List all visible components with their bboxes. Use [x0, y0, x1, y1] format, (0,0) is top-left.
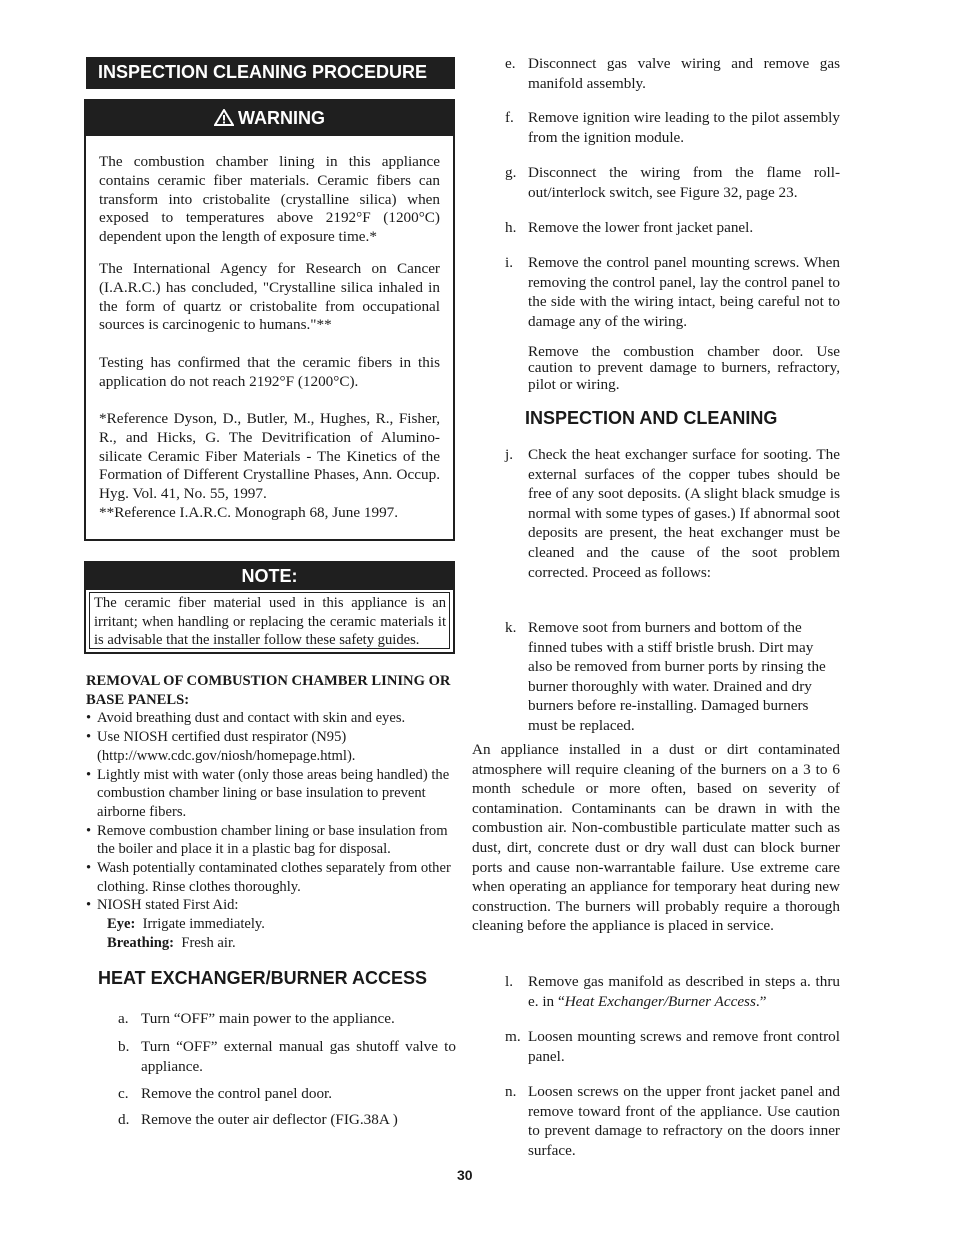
step-a	[118, 1009, 456, 1029]
warning-box	[84, 99, 455, 541]
warning-reference-1: *Reference Dyson, D., Butler, M., Hughes, R., Fisher, R., and Hicks, G. The Devitrification of Alumino-silicate Ceramic Fiber Materials - The Kinetics of the Formation of Different Crystalline Phases, Ann. Occup. Hyg. Vol. 41, No. 55, 1997.	[99, 410, 440, 503]
step-letter: j.	[505, 446, 514, 463]
step-letter: l.	[505, 973, 514, 990]
step-letter: e.	[505, 55, 516, 72]
breathing-label: Breathing:	[107, 934, 175, 951]
step-text: Remove soot from burners and bottom of the finned tubes with a stiff bristle brush. Dirt may also be removed from burner ports by rinsing the burner thoroughly with water. Drained and dry burners before re-installing. Damaged burners must be replaced.	[528, 619, 826, 734]
eye-text: Irrigate immediately.	[142, 916, 265, 933]
step-letter: i.	[505, 254, 514, 271]
step-letter: n.	[505, 1083, 517, 1100]
warning-reference-2: **Reference I.A.R.C. Monograph 68, June 1997.	[99, 504, 399, 521]
first-aid-breathing	[86, 934, 456, 953]
inspection-heading: INSPECTION AND CLEANING	[525, 408, 778, 428]
step-text: Turn “OFF” main power to the appliance.	[141, 1010, 395, 1027]
step-l-reference: Heat Exchanger/Burner Access	[564, 992, 756, 1010]
step-text: Remove the lower front jacket panel.	[528, 219, 754, 236]
step-text: Disconnect the wiring from the flame roll-out/interlock switch, see Figure 32, page 23.	[528, 164, 840, 201]
first-aid-eye	[86, 915, 456, 934]
removal-section	[86, 672, 456, 953]
section-title: INSPECTION CLEANING PROCEDURE	[98, 62, 428, 82]
step-letter: h.	[505, 219, 517, 236]
step-letter: m.	[505, 1028, 521, 1045]
removal-heading: REMOVAL OF COMBUSTION CHAMBER LINING OR BASE PANELS:	[86, 673, 451, 708]
step-text: Remove the control panel door.	[141, 1085, 333, 1102]
step-c	[118, 1084, 456, 1104]
step-letter: f.	[505, 109, 514, 126]
note-box	[84, 561, 455, 654]
step-text: Disconnect gas valve wiring and remove gas manifold assembly.	[528, 55, 840, 92]
note-header	[86, 563, 453, 590]
step-b	[118, 1037, 456, 1077]
step-text: Loosen screws on the upper front jacket panel and remove toward front of the appliance. Use caution to prevent damage to refractory on the doors inner surface.	[528, 1083, 840, 1159]
page-number: 30	[457, 1167, 473, 1183]
contamination-paragraph: An appliance installed in a dust or dirt contaminated atmosphere will require cleaning of the burners on a 3 to 6 month schedule or more often, based on severity of contamination. Contaminants can be drawn in with the combustion air. Non-combustible particulate matter such as dust, dirt, concrete dust or dry wall dust can block burner ports and cause non-warrantable failure. Use extreme care when operating an appliance for temporary heat during new construction. The burners will probably require a thorough cleaning before the appliance is placed in service.	[472, 741, 840, 935]
warning-triangle-icon	[214, 109, 234, 126]
warning-paragraph-2: The International Agency for Research on Cancer (I.A.R.C.) has concluded, "Crystalline silica inhaled in the form of quartz or cristobalite from occupational sources is carcinogenic to humans."**	[99, 260, 440, 334]
bullet-item: • Wash potentially contaminated clothes separately from other clothing. Rinse clothes thoroughly.	[86, 859, 456, 896]
warning-paragraph-3: Testing has confirmed that the ceramic fibers in this application do not reach 2192°F (1200°C).	[99, 354, 440, 390]
bullet-item: • Remove combustion chamber lining or base insulation from the boiler and place it in a plastic bag for disposal.	[86, 822, 456, 859]
note-text: The ceramic fiber material used in this appliance is an irritant; when handling or replacing the ceramic materials it is advisable that the installer follow these safety guides.	[94, 595, 446, 648]
breathing-text: Fresh air.	[181, 934, 236, 951]
note-label: NOTE:	[241, 566, 298, 586]
access-heading: HEAT EXCHANGER/BURNER ACCESS	[98, 968, 428, 988]
step-letter: d.	[118, 1111, 130, 1128]
warning-label: WARNING	[238, 108, 325, 128]
step-letter: g.	[505, 164, 517, 181]
step-l-text: Remove gas manifold as described in steps a. thru e. in “	[528, 973, 840, 1010]
step-l-text-end: .”	[755, 992, 767, 1010]
step-text: Remove the control panel mounting screws. When removing the control panel, lay the control panel to the side with the wiring intact, being careful not to damage any of the wiring.	[528, 254, 840, 330]
note-inner-box	[89, 592, 450, 649]
step-text: Remove ignition wire leading to the pilot assembly from the ignition module.	[528, 109, 840, 146]
warning-paragraph-1: The combustion chamber lining in this appliance contains ceramic fiber materials. Ceramic fibers can transform into cristobalite (crystalline silica) when exposed to temperatures above 2192°F (1200°C) dependent upon the length of exposure time.*	[99, 153, 440, 246]
step-letter: a.	[118, 1010, 129, 1027]
step-i-followup: Remove the combustion chamber door. Use caution to prevent damage to burners, refractory, pilot or wiring.	[528, 343, 840, 393]
step-letter: b.	[118, 1038, 130, 1055]
step-d	[118, 1110, 456, 1130]
bullet-item: • Avoid breathing dust and contact with skin and eyes.	[86, 709, 456, 728]
step-letter: c.	[118, 1085, 129, 1102]
eye-label: Eye:	[107, 916, 136, 933]
step-text: Check the heat exchanger surface for sooting. The external surfaces of the copper tubes should be free of any soot deposits. (A slight black smudge is normal with some types of gases.) If abnormal soot deposits are present, the heat exchanger must be cleaned and the cause of the soot problem corrected. Proceed as follows:	[528, 446, 840, 581]
bullet-item: • Use NIOSH certified dust respirator (N95) (http://www.cdc.gov/niosh/homepage.html).	[86, 728, 456, 765]
bullet-item: • Lightly mist with water (only those areas being handled) the combustion chamber lining or base insulation to prevent airborne fibers.	[86, 766, 456, 822]
step-text: Loosen mounting screws and remove front control panel.	[528, 1028, 840, 1065]
section-title-bar	[86, 57, 455, 89]
warning-header	[86, 101, 453, 136]
step-text	[528, 972, 840, 1011]
step-text: Turn “OFF” external manual gas shutoff valve to appliance.	[141, 1038, 456, 1075]
bullet-item: • NIOSH stated First Aid:	[86, 896, 456, 915]
step-letter: k.	[505, 619, 517, 636]
step-text: Remove the outer air deflector (FIG.38A )	[141, 1111, 398, 1128]
